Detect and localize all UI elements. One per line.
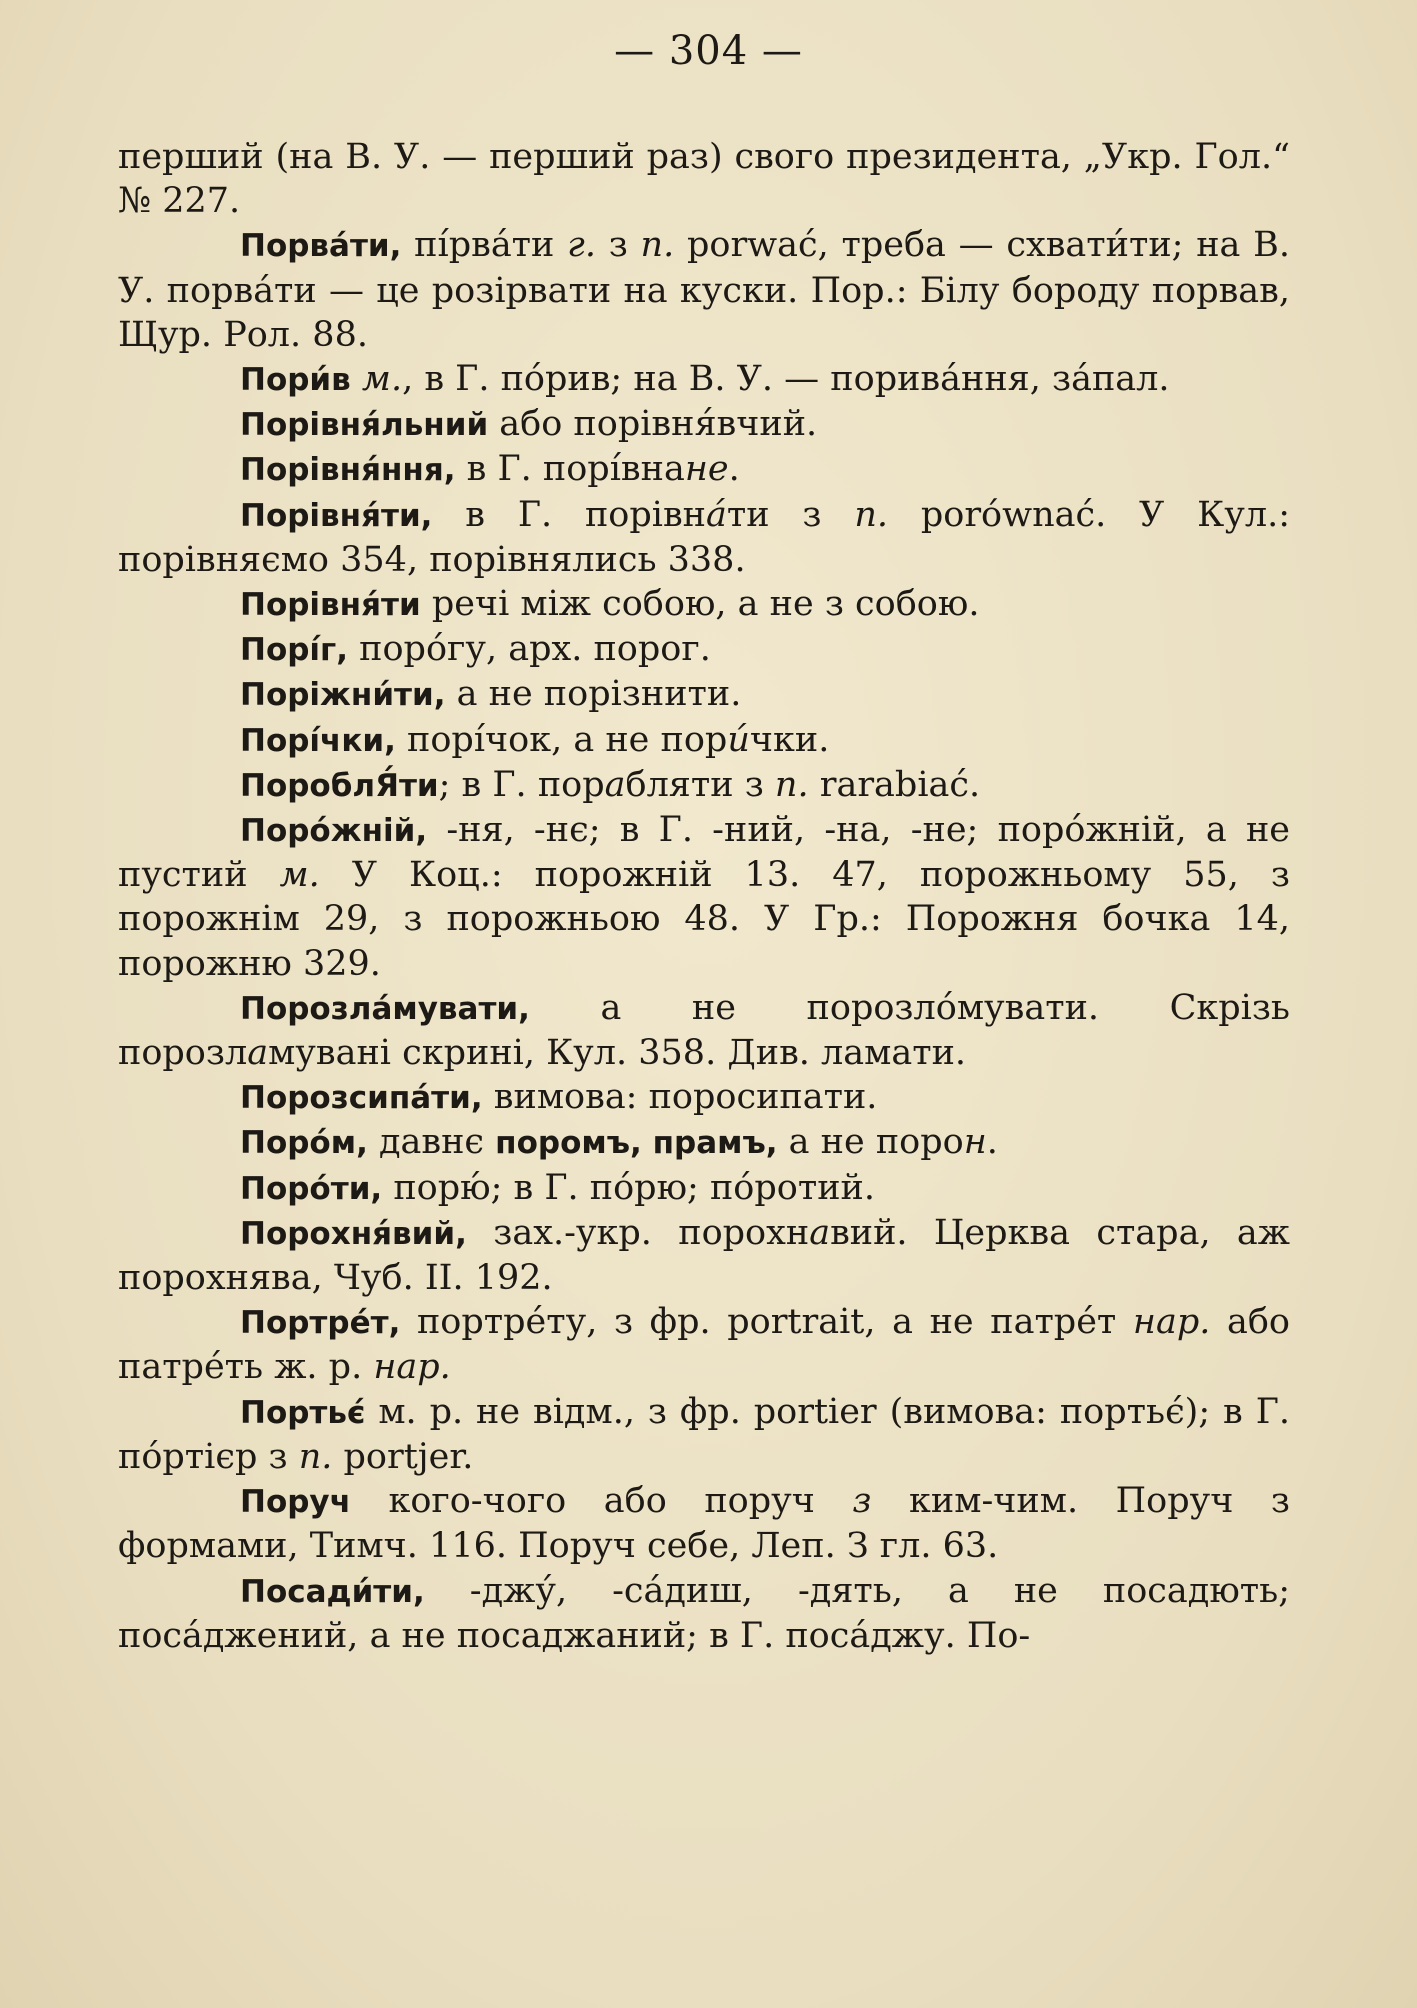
italic-text: н xyxy=(963,1122,987,1163)
dictionary-entry xyxy=(118,582,1290,627)
entry-text: або порівня́вчий. xyxy=(488,404,818,445)
dictionary-entry xyxy=(118,627,1290,672)
entry-text: portjer. xyxy=(332,1436,474,1477)
entry-text: а не порозло́мувати. Скрізь порозл xyxy=(118,987,1290,1074)
entry-text: порю́; в Г. по́рю; по́ротий. xyxy=(382,1167,875,1208)
dictionary-entry xyxy=(118,986,1290,1075)
headword: Порі́чки, xyxy=(240,722,396,759)
entry-text: а не порізнити. xyxy=(445,674,742,715)
entry-text: ; в Г. пор xyxy=(438,764,605,805)
headword: Портре́т, xyxy=(240,1305,401,1342)
headword: Порохня́вий, xyxy=(240,1215,467,1252)
headword: Порва́ти, xyxy=(240,228,402,265)
entry-text: поро́гу, арх. порог. xyxy=(348,629,711,670)
entry-text: . xyxy=(986,1122,998,1163)
entry-text: в Г. порівн xyxy=(432,494,707,535)
italic-text: а xyxy=(247,1033,269,1074)
entry-text: в Г. порі́вна xyxy=(455,449,685,490)
entry-text: ти з xyxy=(726,494,855,535)
headword: поромъ, прамъ, xyxy=(495,1125,778,1162)
page-number: — 304 — xyxy=(614,28,803,74)
italic-text: и́ xyxy=(727,719,750,760)
dictionary-entry xyxy=(118,493,1290,582)
entry-text: вий. Церква стара, аж порохнява, Чуб. II. 192. xyxy=(118,1212,1290,1299)
dictionary-entry xyxy=(118,1166,1290,1211)
headword: Портьє́ xyxy=(240,1394,366,1431)
entry-text: або патре́ть ж. р. xyxy=(118,1302,1290,1388)
dictionary-entry xyxy=(118,763,1290,808)
entry-text: з xyxy=(595,225,641,266)
entry-text: кого-чого або поруч xyxy=(350,1481,853,1522)
italic-text: нар. xyxy=(373,1347,451,1388)
headword: Порівня́ти, xyxy=(240,497,433,534)
italic-text: п. xyxy=(640,225,675,266)
entry-text: перший (на В. У. — перший раз) свого президента, „Укр. Гол.“ № 227. xyxy=(118,137,1290,222)
italic-text: а́ xyxy=(706,494,727,535)
headword: Поруч xyxy=(240,1484,351,1521)
italic-text: м. xyxy=(279,855,320,896)
italic-text: п. xyxy=(854,494,889,535)
dictionary-text xyxy=(118,135,1290,1658)
entry-text: -ня, -нє; в Г. -ний, -на, -не; поро́жній, а не пустий xyxy=(118,810,1290,896)
headword: Поріжни́ти, xyxy=(240,677,446,714)
dictionary-entry xyxy=(118,1479,1290,1568)
entry-text: porwać, треба — схвати́ти; на В. У. порва́ти — це розірвати на куски. Пор.: Білу бороду порвав, Щур. Рол. 88. xyxy=(118,225,1290,355)
entry-text: речі між собою, а не з собою. xyxy=(420,584,980,625)
entry-text: . xyxy=(728,449,740,490)
entry-text: давнє xyxy=(367,1122,496,1163)
italic-text: а xyxy=(809,1212,831,1253)
italic-text: м. xyxy=(361,359,403,400)
entry-text: rarabiać. xyxy=(808,764,981,805)
entry-text: зах.-укр. порохн xyxy=(466,1212,810,1253)
italic-text: г. xyxy=(567,225,596,266)
entry-text: , в Г. по́рив; на В. У. — порива́ння, за́пал. xyxy=(402,359,1170,400)
entry-text: портре́ту, з фр. portrait, а не патре́т xyxy=(400,1302,1133,1343)
headword: Порозла́мувати, xyxy=(240,990,530,1027)
dictionary-entry xyxy=(118,672,1290,717)
headword: Порівня́льний xyxy=(240,407,489,444)
dictionary-entry xyxy=(118,1300,1290,1389)
dictionary-entry xyxy=(118,447,1290,492)
dictionary-entry xyxy=(118,1569,1290,1658)
dictionary-entry xyxy=(118,357,1290,402)
headword: Пори́в xyxy=(240,362,351,399)
entry-text: porównać. У Кул.: порівняємо 354, порівнялись 338. xyxy=(118,494,1291,580)
entry-text: вимова: поросипати. xyxy=(482,1077,878,1118)
headword: Порозсипа́ти, xyxy=(240,1080,483,1117)
entry-text: м. р. не відм., з фр. portier (вимова: портьє́); в Г. по́ртієр з xyxy=(118,1391,1290,1477)
italic-text: з xyxy=(852,1481,872,1522)
dictionary-entry xyxy=(118,1211,1290,1300)
entry-text: порі́чок, а не пор xyxy=(395,719,728,760)
italic-text: п. xyxy=(774,764,809,805)
dictionary-entry xyxy=(118,223,1290,357)
dictionary-entry xyxy=(118,1390,1290,1479)
entry-text: пі́рва́ти xyxy=(401,225,568,266)
entry-text: бляти з xyxy=(625,764,775,805)
italic-text: п. xyxy=(298,1436,333,1477)
entry-text: -джу́, -са́диш, -дять, а не посадють; поса́джений, а не посаджаний; в Г. поса́джу. По- xyxy=(118,1570,1290,1656)
headword: Поро́ти, xyxy=(240,1170,383,1207)
italic-text: а xyxy=(604,764,626,805)
entry-text: а не поро xyxy=(777,1122,964,1163)
entry-text xyxy=(351,359,362,399)
headword: Порі́г, xyxy=(240,632,349,669)
dictionary-entry xyxy=(118,808,1290,986)
headword: Поро́м, xyxy=(240,1125,368,1162)
headword: Посади́ти, xyxy=(240,1573,425,1610)
headword: Порівня́ти xyxy=(240,587,421,624)
dictionary-entry xyxy=(118,718,1290,763)
italic-text: не xyxy=(684,449,729,490)
entry-text: У Коц.: порожній 13. 47, порожньому 55, з порожнім 29, з порожньою 48. У Гр.: Порожня бочка 14, порожню 329. xyxy=(118,855,1290,984)
headword: Порівня́ння, xyxy=(240,452,456,489)
dictionary-entry xyxy=(118,135,1290,223)
dictionary-entry xyxy=(118,1075,1290,1120)
dictionary-entry xyxy=(118,402,1290,447)
italic-text: нар. xyxy=(1132,1302,1211,1343)
headword: Поро́жній, xyxy=(240,813,428,850)
entry-text: мувані скрині, Кул. 358. Див. ламати. xyxy=(268,1033,967,1074)
headword: ПороблЯ́ти xyxy=(240,767,439,804)
dictionary-entry xyxy=(118,1120,1290,1165)
entry-text: ким-чим. Поруч з формами, Тимч. 116. Поруч себе, Леп. З гл. 63. xyxy=(118,1481,1290,1567)
entry-text: чки. xyxy=(749,719,830,760)
